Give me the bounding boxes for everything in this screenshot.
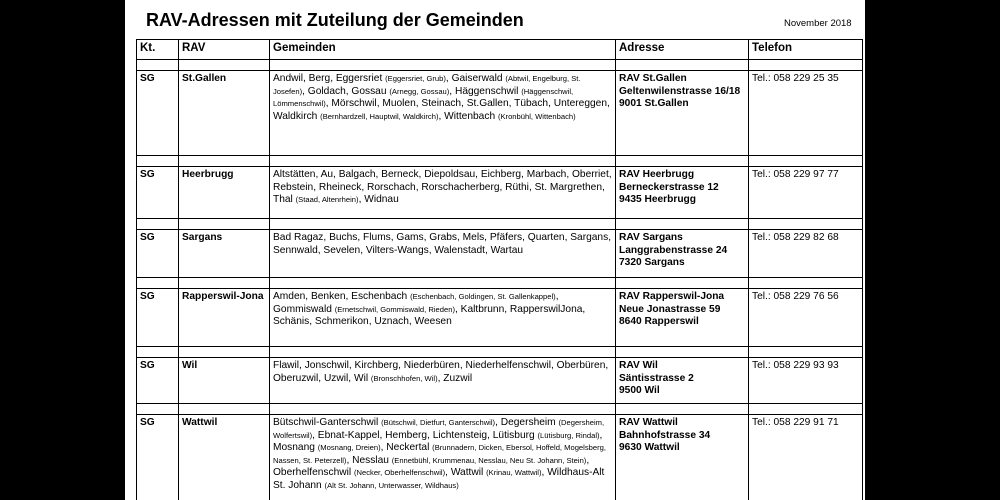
ortsteile-note: (Krinau, Wattwil) bbox=[486, 468, 542, 478]
header-gemeinden: Gemeinden bbox=[270, 40, 616, 60]
gemeinden-segment: , Wildhaus-Alt St. Johann bbox=[273, 467, 605, 491]
ortsteile-note: (Mosnang, Dreien) bbox=[317, 443, 381, 453]
rav-table bbox=[136, 39, 863, 500]
gemeinden-segment: Andwil, Berg, Eggersriet bbox=[273, 73, 386, 84]
header-rav: RAV bbox=[179, 40, 270, 60]
spacer-cell bbox=[616, 156, 749, 167]
adresse-line: Geltenwilenstrasse 16/18 bbox=[619, 85, 741, 97]
ortsteile-note: (Alt St. Johann, Unterwasser, Wildhaus) bbox=[324, 480, 459, 490]
kanton-cell: SG bbox=[137, 71, 179, 156]
spacer-cell bbox=[616, 219, 749, 230]
ortsteile-note: (Ernetschwil, Gommiswald, Rieden) bbox=[334, 304, 455, 314]
spacer-cell bbox=[616, 404, 749, 415]
adresse-line: 9001 St.Gallen bbox=[619, 98, 689, 110]
ortsteile-note: (Arnegg, Gossau) bbox=[389, 86, 450, 96]
table-row bbox=[137, 230, 863, 278]
ortsteile-note: (Degersheim, Wolfertswil) bbox=[273, 418, 605, 440]
spacer-cell bbox=[749, 60, 863, 71]
telefon-cell: Tel.: 058 229 82 68 bbox=[749, 230, 863, 278]
adresse-line: Säntisstrasse 2 bbox=[619, 372, 694, 384]
telefon-cell: Tel.: 058 229 25 35 bbox=[749, 71, 863, 156]
gemeinden-cell bbox=[270, 230, 616, 278]
ortsteile-note: (Kronbühl, Wittenbach) bbox=[497, 111, 576, 121]
gemeinden-text bbox=[273, 73, 612, 123]
rav-name-cell: Sargans bbox=[179, 230, 270, 278]
rav-name-cell: Wil bbox=[179, 358, 270, 404]
adresse-cell bbox=[616, 289, 749, 347]
adresse-line: RAV St.Gallen bbox=[619, 73, 687, 84]
spacer-cell bbox=[179, 404, 270, 415]
adresse-line: Berneckerstrasse 12 bbox=[619, 181, 719, 193]
gemeinden-segment: Flawil, Jonschwil, Kirchberg, Niederbüren, Niederhelfenschwil, Oberbüren, Oberuzwil, Uzwil, Wil bbox=[273, 360, 609, 384]
gemeinden-segment: , Goldach, Gossau bbox=[302, 85, 390, 97]
kanton-cell: SG bbox=[137, 230, 179, 278]
spacer-row bbox=[137, 347, 863, 358]
table-row bbox=[137, 415, 863, 500]
document-date: November 2018 bbox=[784, 18, 852, 29]
adresse-cell bbox=[616, 415, 749, 500]
table-row bbox=[137, 289, 863, 347]
ortsteile-note: (Häggenschwil, Lömmenschwil) bbox=[273, 86, 574, 109]
header-kt: Kt. bbox=[137, 40, 179, 60]
spacer-cell bbox=[749, 347, 863, 358]
kanton-cell: SG bbox=[137, 289, 179, 347]
telefon-cell: Tel.: 058 229 97 77 bbox=[749, 167, 863, 219]
spacer-cell bbox=[179, 60, 270, 71]
gemeinden-text bbox=[273, 360, 612, 385]
adresse-cell bbox=[616, 358, 749, 404]
gemeinden-cell bbox=[270, 415, 616, 500]
table-row bbox=[137, 167, 863, 219]
spacer-cell bbox=[616, 278, 749, 289]
spacer-cell bbox=[270, 156, 616, 167]
telefon-cell: Tel.: 058 229 76 56 bbox=[749, 289, 863, 347]
kanton-cell: SG bbox=[137, 415, 179, 500]
spacer-cell bbox=[270, 404, 616, 415]
table-row bbox=[137, 358, 863, 404]
ortsteile-note: (Bütschwil, Dietfurt, Ganterschwil) bbox=[381, 418, 496, 427]
gemeinden-cell bbox=[270, 289, 616, 347]
adresse-line: RAV Rapperswil-Jona bbox=[619, 291, 725, 302]
spacer-cell bbox=[179, 278, 270, 289]
adresse-cell bbox=[616, 230, 749, 278]
spacer-cell bbox=[137, 347, 179, 358]
spacer-cell bbox=[179, 347, 270, 358]
gemeinden-segment: Bütschwil-Ganterschwil bbox=[273, 417, 382, 428]
adresse-line: 7320 Sargans bbox=[619, 257, 685, 269]
spacer-cell bbox=[179, 156, 270, 167]
gemeinden-text bbox=[273, 291, 612, 329]
ortsteile-note: (Eschenbach, Goldingen, St. Gallenkappel) bbox=[410, 292, 556, 301]
gemeinden-segment: Altstätten, Au, Balgach, Berneck, Diepoldsau, Eichberg, Marbach, Oberriet, Rebstein, Rheineck, Rorschach, Rorschacherberg, Rüthi, St. Margrethen, Thal bbox=[273, 169, 612, 206]
rav-name-cell: Heerbrugg bbox=[179, 167, 270, 219]
gemeinden-segment: , Oberhelfenschwil bbox=[273, 454, 590, 479]
ortsteile-note: (Brunnadern, Dicken, Ebersol, Hoffeld, Mogelsberg, Nassen, St. Peterzell) bbox=[273, 443, 606, 465]
spacer-row bbox=[137, 156, 863, 167]
ortsteile-note: (Ennetbühl, Krummenau, Nesslau, Neu St. Johann, Stein) bbox=[391, 455, 587, 465]
gemeinden-segment: , Mörschwil, Muolen, Steinach, St.Gallen, Tübach, Untereggen, Waldkirch bbox=[273, 98, 610, 122]
rav-name-cell: St.Gallen bbox=[179, 71, 270, 156]
gemeinden-segment: , Gaiserwald bbox=[445, 73, 506, 84]
spacer-cell bbox=[616, 347, 749, 358]
adresse-line: RAV Heerbrugg bbox=[619, 169, 695, 180]
spacer-row bbox=[137, 60, 863, 71]
adresse-line: 9630 Wattwil bbox=[619, 442, 680, 454]
spacer-cell bbox=[749, 278, 863, 289]
gemeinden-segment: , Nesslau bbox=[346, 454, 392, 466]
gemeinden-segment: , Häggenschwil bbox=[449, 85, 522, 97]
gemeinden-cell bbox=[270, 71, 616, 156]
adresse-cell bbox=[616, 167, 749, 219]
gemeinden-segment: , Zuzwil bbox=[437, 372, 473, 384]
gemeinden-segment: , Wattwil bbox=[445, 467, 487, 479]
table-header-row bbox=[137, 40, 863, 60]
adresse-cell bbox=[616, 71, 749, 156]
gemeinden-text bbox=[273, 417, 612, 493]
spacer-cell bbox=[179, 219, 270, 230]
gemeinden-segment: , Degersheim bbox=[495, 417, 559, 428]
spacer-cell bbox=[270, 60, 616, 71]
ortsteile-note: (Eggersriet, Grub) bbox=[385, 74, 446, 83]
telefon-cell: Tel.: 058 229 93 93 bbox=[749, 358, 863, 404]
document-page bbox=[125, 0, 865, 500]
spacer-cell bbox=[137, 404, 179, 415]
gemeinden-segment: , Widnau bbox=[358, 194, 399, 206]
adresse-line: Bahnhofstrasse 34 bbox=[619, 429, 711, 441]
spacer-cell bbox=[749, 156, 863, 167]
gemeinden-segment: Amden, Benken, Eschenbach bbox=[273, 291, 411, 302]
ortsteile-note: (Necker, Oberhelfenschwil) bbox=[353, 468, 446, 478]
spacer-row bbox=[137, 219, 863, 230]
spacer-cell bbox=[137, 60, 179, 71]
gemeinden-text bbox=[273, 232, 612, 257]
spacer-cell bbox=[270, 347, 616, 358]
header-telefon: Telefon bbox=[749, 40, 863, 60]
table-row bbox=[137, 71, 863, 156]
adresse-line: RAV Wil bbox=[619, 360, 658, 371]
adresse-line: 9500 Wil bbox=[619, 385, 660, 397]
spacer-cell bbox=[270, 278, 616, 289]
adresse-line: Neue Jonastrasse 59 bbox=[619, 303, 721, 315]
adresse-line: 8640 Rapperswil bbox=[619, 316, 699, 328]
spacer-cell bbox=[749, 404, 863, 415]
ortsteile-note: (Staad, Altenrhein) bbox=[295, 195, 359, 205]
spacer-cell bbox=[616, 60, 749, 71]
spacer-cell bbox=[137, 156, 179, 167]
adresse-line: 9435 Heerbrugg bbox=[619, 194, 697, 206]
adresse-line: Langgrabenstrasse 24 bbox=[619, 244, 728, 256]
gemeinden-segment: , Kaltbrunn, RapperswilJona, Schänis, Schmerikon, Uznach, Weesen bbox=[273, 303, 586, 328]
gemeinden-segment: , Neckertal bbox=[380, 442, 433, 454]
ortsteile-note: (Bernhardzell, Hauptwil, Waldkirch) bbox=[320, 111, 439, 121]
spacer-cell bbox=[749, 219, 863, 230]
gemeinden-segment: Bad Ragaz, Buchs, Flums, Gams, Grabs, Mels, Pfäfers, Quarten, Sargans, Sennwald, Sevelen, Vilters-Wangs, Walenstadt, Wartau bbox=[273, 232, 612, 256]
spacer-cell bbox=[137, 278, 179, 289]
table-body bbox=[137, 60, 863, 500]
document-title: RAV-Adressen mit Zuteilung der Gemeinden bbox=[146, 10, 524, 30]
spacer-row bbox=[137, 278, 863, 289]
gemeinden-cell bbox=[270, 167, 616, 219]
gemeinden-cell bbox=[270, 358, 616, 404]
spacer-cell bbox=[270, 219, 616, 230]
adresse-line: RAV Sargans bbox=[619, 232, 683, 243]
spacer-row bbox=[137, 404, 863, 415]
kanton-cell: SG bbox=[137, 167, 179, 219]
telefon-cell: Tel.: 058 229 91 71 bbox=[749, 415, 863, 500]
gemeinden-segment: , Wittenbach bbox=[438, 110, 498, 122]
spacer-cell bbox=[137, 219, 179, 230]
rav-name-cell: Wattwil bbox=[179, 415, 270, 500]
ortsteile-note: (Bronschhofen, Wil) bbox=[370, 373, 438, 383]
gemeinden-segment: , Mosnang bbox=[273, 429, 603, 454]
rav-name-cell: Rapperswil-Jona bbox=[179, 289, 270, 347]
gemeinden-text bbox=[273, 169, 612, 207]
gemeinden-segment: , Gommiswald bbox=[273, 291, 559, 315]
gemeinden-segment: , Ebnat-Kappel, Hemberg, Lichtensteig, Lütisburg bbox=[312, 429, 538, 441]
ortsteile-note: (Abtwil, Engelburg, St. Josefen) bbox=[273, 74, 581, 96]
ortsteile-note: (Lütisburg, Rindal) bbox=[537, 430, 600, 440]
kanton-cell: SG bbox=[137, 358, 179, 404]
header-adresse: Adresse bbox=[616, 40, 749, 60]
adresse-line: RAV Wattwil bbox=[619, 417, 678, 428]
